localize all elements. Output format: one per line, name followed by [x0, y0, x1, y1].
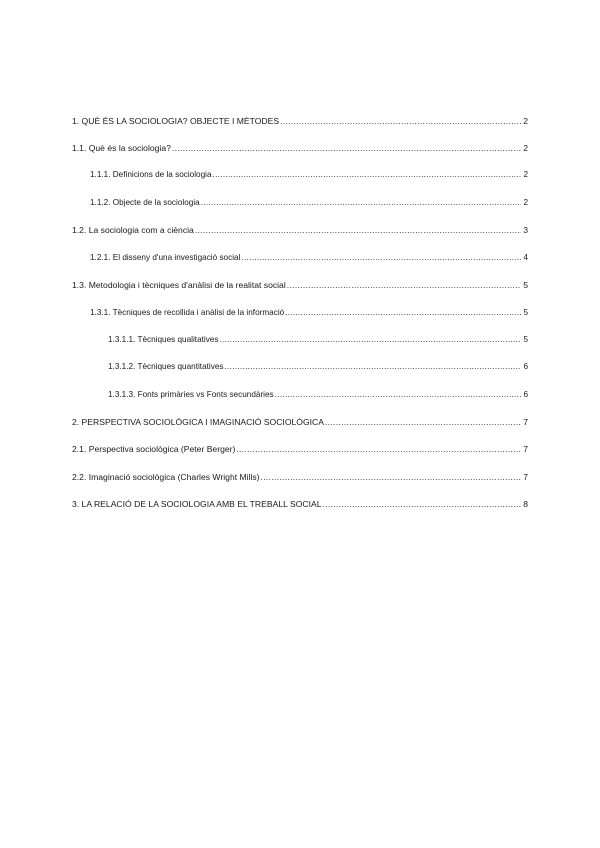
toc-entry-page: 4 [523, 253, 528, 262]
toc-leader-dots [280, 114, 521, 128]
toc-entry[interactable] [72, 442, 528, 456]
toc-entry-title: 2. PERSPECTIVA SOCIOLÒGICA I IMAGINACIÓ SOCIOLÒGICA [72, 417, 324, 427]
toc-entry[interactable] [72, 470, 528, 484]
toc-entry-page: 2 [523, 198, 528, 207]
toc-entry-title: 1.2.1. El disseny d'una investigació social [90, 253, 241, 262]
toc-entry-title: 1.3.1. Tècniques de recollida i anàlisi de la informació [90, 308, 285, 317]
toc-entry-title: 1. QUÈ ÉS LA SOCIOLOGIA? OBJECTE I MÈTODES [72, 116, 280, 126]
toc-entry[interactable] [72, 497, 528, 511]
toc-entry-title: 2.2. Imaginació sociològica (Charles Wright Mills) [72, 472, 260, 482]
toc-entry-title: 1.1.1. Definicions de la sociologia [90, 170, 212, 179]
toc-leader-dots [236, 442, 521, 456]
toc-entry[interactable] [90, 306, 528, 320]
toc-entry[interactable] [90, 196, 528, 210]
toc-leader-dots [261, 470, 521, 484]
toc-entry-page: 5 [523, 335, 528, 344]
toc-entry-page: 2 [523, 143, 528, 153]
toc-entry-title: 2.1. Perspectiva sociològica (Peter Berger) [72, 444, 236, 454]
toc-entry[interactable] [90, 251, 528, 265]
toc-entry-page: 6 [523, 362, 528, 371]
toc-entry-page: 2 [523, 116, 528, 126]
toc-entry[interactable] [108, 360, 528, 374]
toc-entry-page: 8 [523, 499, 528, 509]
toc-leader-dots [172, 141, 521, 155]
toc-entry[interactable] [90, 168, 528, 182]
toc-entry-title: 3. LA RELACIÓ DE LA SOCIOLOGIA AMB EL TREBALL SOCIAL [72, 499, 322, 509]
toc-entry-page: 5 [523, 308, 528, 317]
toc-entry[interactable] [72, 141, 528, 155]
toc-entry-title: 1.1. Què és la sociologia? [72, 143, 171, 153]
toc-entry-page: 5 [523, 280, 528, 290]
toc-leader-dots [325, 415, 521, 429]
toc-entry-page: 3 [523, 225, 528, 235]
toc-entry[interactable] [72, 223, 528, 237]
toc-leader-dots [322, 497, 521, 511]
toc-leader-dots [201, 196, 521, 210]
toc-entry[interactable] [72, 278, 528, 292]
toc-entry-page: 2 [523, 170, 528, 179]
toc-entry-page: 7 [523, 417, 528, 427]
toc-entry-page: 7 [523, 444, 528, 454]
toc-entry[interactable] [108, 388, 528, 402]
toc-entry-title: 1.1.2. Objecte de la sociologia [90, 198, 200, 207]
toc-entry[interactable] [72, 415, 528, 429]
toc-entry[interactable] [108, 333, 528, 347]
toc-leader-dots [213, 168, 521, 182]
toc-entry-page: 6 [523, 390, 528, 399]
toc-leader-dots [195, 223, 521, 237]
toc-entry-title: 1.3.1.1. Tècniques qualitatives [108, 335, 219, 344]
toc-leader-dots [224, 360, 521, 374]
toc-entry[interactable] [72, 114, 528, 128]
toc-leader-dots [275, 388, 521, 402]
toc-leader-dots [241, 251, 521, 265]
toc-leader-dots [285, 306, 521, 320]
toc-entry-page: 7 [523, 472, 528, 482]
toc-entry-title: 1.2. La sociologia com a ciència [72, 225, 194, 235]
toc-leader-dots [287, 278, 521, 292]
toc-entry-title: 1.3.1.3. Fonts primàries vs Fonts secundàries [108, 390, 274, 399]
toc-entry-title: 1.3. Metodologia i tècniques d'anàlisi de la realitat social [72, 280, 286, 290]
toc-leader-dots [219, 333, 521, 347]
toc-entry-title: 1.3.1.2. Tècniques quantitatives [108, 362, 224, 371]
